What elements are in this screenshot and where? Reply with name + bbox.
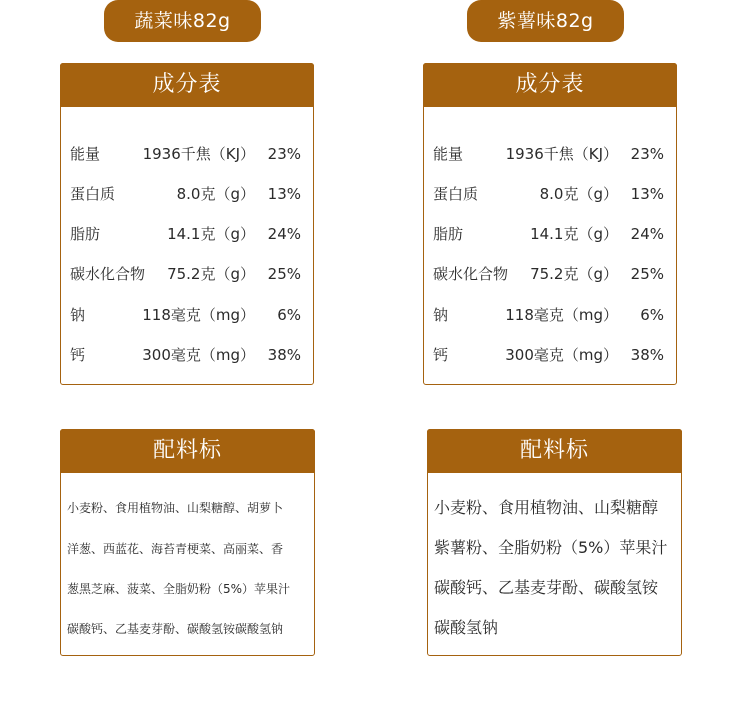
nutrition-table-title: 成分表 [60,63,314,107]
nutrient-amount: 8.0克（g） [539,185,618,203]
nutrition-row [424,343,676,367]
nutrient-percent: 6% [640,306,664,324]
nutrient-amount: 8.0克（g） [176,185,255,203]
nutrient-amount: 75.2克（g） [167,265,255,283]
nutrient-name: 钠 [433,306,449,324]
nutrient-percent: 13% [267,185,301,203]
nutrient-percent: 24% [630,225,664,243]
nutrient-name: 钠 [70,306,86,324]
nutrient-amount: 1936千焦（KJ） [505,145,618,163]
flavor-label-vegetable: 蔬菜味82g [104,0,261,42]
nutrition-row [61,343,313,367]
nutrition-row [424,142,676,166]
ingredients-title: 配料标 [60,429,315,473]
nutrition-row [61,303,313,327]
nutrition-table-title: 成分表 [423,63,677,107]
ingredients-title: 配料标 [427,429,682,473]
ingredients-line: 葱黑芝麻、菠菜、全脂奶粉（5%）苹果汁 [67,582,291,596]
nutrient-name: 碳水化合物 [433,265,509,283]
nutrition-row [61,182,313,206]
nutrient-amount: 300毫克（mg） [505,346,618,364]
nutrition-row [424,303,676,327]
nutrient-amount: 1936千焦（KJ） [142,145,255,163]
nutrition-row [61,142,313,166]
nutrient-name: 钙 [433,346,449,364]
ingredients-box-purple-sweet-potato [427,429,682,656]
nutrient-percent: 25% [630,265,664,283]
nutrient-name: 钙 [70,346,86,364]
ingredients-box-vegetable [60,429,315,656]
nutrient-name: 脂肪 [70,225,101,243]
nutrition-table-purple-sweet-potato [423,63,677,385]
nutrient-percent: 25% [267,265,301,283]
nutrient-percent: 38% [267,346,301,364]
nutrient-name: 碳水化合物 [70,265,146,283]
nutrient-name: 能量 [433,145,464,163]
nutrient-percent: 38% [630,346,664,364]
ingredients-line: 碳酸钙、乙基麦芽酚、碳酸氢铵碳酸氢钠 [67,622,284,636]
ingredients-line: 洋葱、西蓝花、海苔青梗菜、高丽菜、香 [67,542,284,556]
nutrient-name: 能量 [70,145,101,163]
nutrient-percent: 6% [277,306,301,324]
nutrient-name: 脂肪 [433,225,464,243]
nutrient-percent: 24% [267,225,301,243]
nutrient-percent: 23% [630,145,664,163]
nutrition-row [424,182,676,206]
nutrient-amount: 118毫克（mg） [505,306,618,324]
nutrient-amount: 75.2克（g） [530,265,618,283]
ingredients-line: 小麦粉、食用植物油、山梨糖醇 [434,498,659,517]
nutrient-amount: 14.1克（g） [167,225,255,243]
nutrient-percent: 23% [267,145,301,163]
nutrition-row [61,222,313,246]
nutrient-amount: 118毫克（mg） [142,306,255,324]
nutrition-row [424,222,676,246]
ingredients-line: 紫薯粉、全脂奶粉（5%）苹果汁 [434,538,668,557]
nutrient-amount: 14.1克（g） [530,225,618,243]
ingredients-line: 小麦粉、食用植物油、山梨糖醇、胡萝卜 [67,501,284,515]
ingredients-line: 碳酸钙、乙基麦芽酚、碳酸氢铵 [434,578,659,597]
nutrition-row [61,262,313,286]
ingredients-line: 碳酸氢钠 [434,618,499,637]
nutrition-row [424,262,676,286]
nutrient-name: 蛋白质 [70,185,116,203]
flavor-label-purple-sweet-potato: 紫薯味82g [467,0,624,42]
nutrient-name: 蛋白质 [433,185,479,203]
nutrition-table-vegetable [60,63,314,385]
nutrient-percent: 13% [630,185,664,203]
nutrient-amount: 300毫克（mg） [142,346,255,364]
